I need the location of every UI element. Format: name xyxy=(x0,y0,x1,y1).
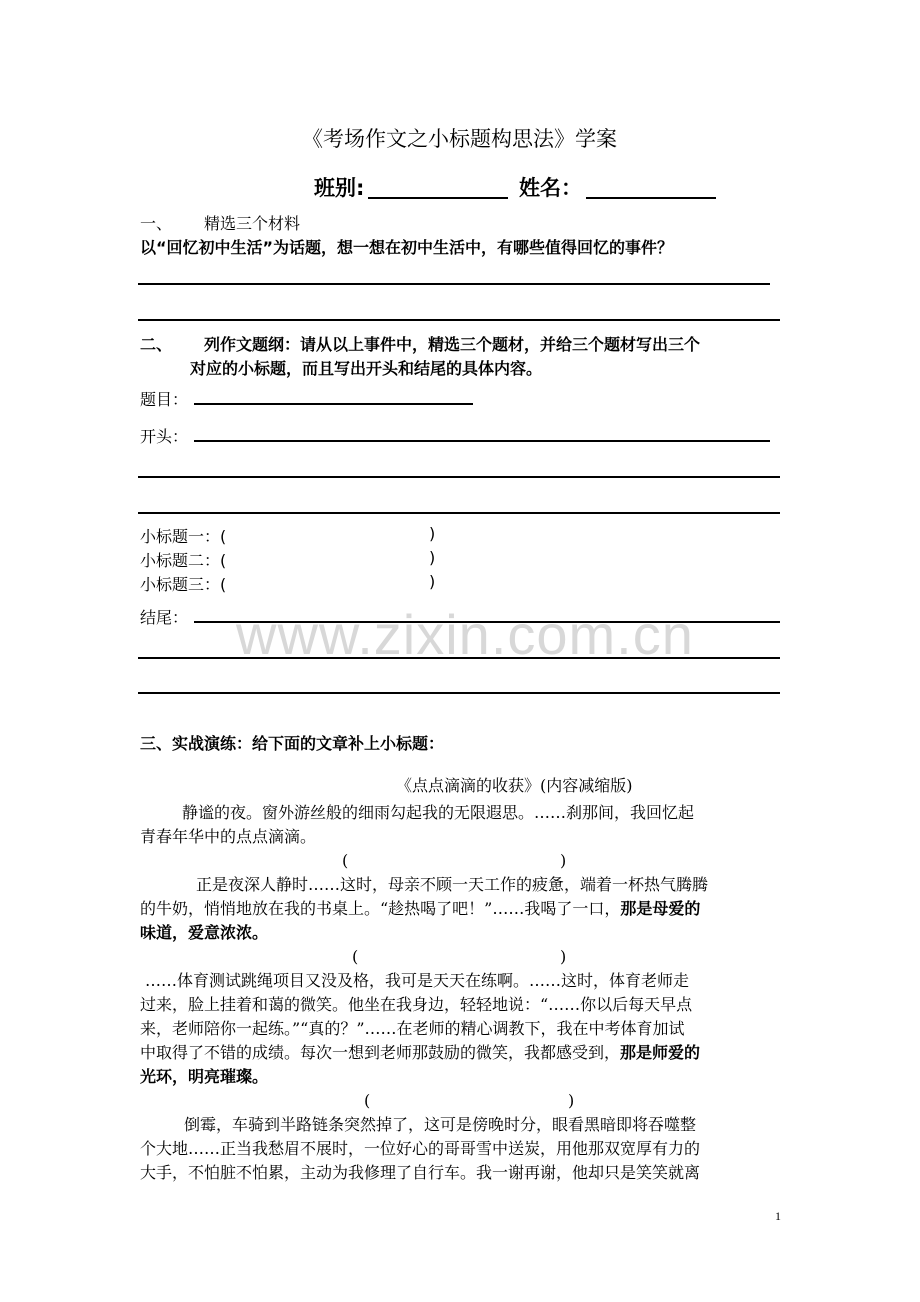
opening-label: 开头： xyxy=(140,427,189,446)
text-line: 倒霉，车骑到半路链条突然掉了，这可是傍晚时分，眼看黑暗即将吞噬整 xyxy=(184,1115,697,1134)
article-title: 《点点滴滴的收获》(内容减缩版) xyxy=(396,776,633,795)
section1-number: 一、 xyxy=(140,214,173,233)
subtitle3-close: ) xyxy=(429,572,436,591)
class-blank[interactable] xyxy=(368,197,508,199)
text-line: 来，老师陪你一起练。”“真的？”……在老师的精心调教下，我在中考体育加试 xyxy=(140,1019,685,1038)
section3-heading: 三、实战演练：给下面的文章补上小标题： xyxy=(140,734,445,753)
article-paragraph-3 xyxy=(140,969,795,1089)
text-line: ……体育测试跳绳项目又没及格，我可是天天在练啊。……这时，体育老师走 xyxy=(145,971,690,990)
subtitle1-close: ) xyxy=(429,524,436,543)
document-title: 《考场作文之小标题构思法》学案 xyxy=(302,127,617,151)
section2-line2: 对应的小标题，而且写出开头和结尾的具体内容。 xyxy=(190,359,543,378)
emphasis-text: 那是母爱的 xyxy=(620,899,701,918)
article-paragraph-4 xyxy=(140,1113,790,1185)
text-line: 青春年华中的点点滴滴。 xyxy=(140,827,317,846)
text-line xyxy=(140,1041,795,1065)
ending-label: 结尾： xyxy=(140,608,189,627)
subtitle2-close: ) xyxy=(429,548,436,567)
text-line xyxy=(140,897,790,921)
section2-number: 二、 xyxy=(140,335,173,354)
emphasis-text: 味道，爱意浓浓。 xyxy=(140,923,269,942)
answer-line[interactable] xyxy=(138,319,780,321)
section2-line1: 列作文题纲：请从以上事件中，精选三个题材，并给三个题材写出三个 xyxy=(204,335,701,354)
text-line: 大手，不怕脏不怕累，主动为我修理了自行车。我一谢再谢，他却只是笑笑就离 xyxy=(140,1163,701,1182)
opening-blank[interactable] xyxy=(194,440,770,442)
text-line: 正是夜深人静时……这时，母亲不顾一天工作的疲惫，端着一杯热气腾腾 xyxy=(196,875,709,894)
title-blank[interactable] xyxy=(194,403,473,405)
section1-prompt: 以“回忆初中生活”为话题，想一想在初中生活中，有哪些值得回忆的事件？ xyxy=(140,238,674,257)
answer-line[interactable] xyxy=(138,692,780,694)
name-blank[interactable] xyxy=(586,197,716,199)
text-line: 个大地……正当我愁眉不展时，一位好心的哥哥雪中送炭，用他那双宽厚有力的 xyxy=(140,1139,701,1158)
subtitle-slot-3-open: ( xyxy=(364,1091,371,1110)
text-line: 静谧的夜。窗外游丝般的细雨勾起我的无限遐思。……刹那间，我回忆起 xyxy=(182,803,695,822)
subtitle3-label: 小标题三：( xyxy=(140,575,227,594)
subtitle2-label: 小标题二：( xyxy=(140,551,227,570)
name-label: 姓名： xyxy=(519,176,582,200)
emphasis-text: 那是师爱的 xyxy=(620,1043,701,1062)
article-paragraph-1 xyxy=(140,801,790,849)
answer-line[interactable] xyxy=(138,476,780,478)
subtitle-slot-3-close: ) xyxy=(568,1091,575,1110)
section1-heading: 精选三个材料 xyxy=(204,214,301,233)
title-label: 题目： xyxy=(140,390,189,409)
class-label: 班别: xyxy=(314,176,365,200)
subtitle-slot-2-close: ) xyxy=(560,947,567,966)
subtitle-slot-1-open: ( xyxy=(342,851,349,870)
text-span: 的牛奶，悄悄地放在我的书桌上。“趁热喝了吧！”……我喝了一口， xyxy=(140,899,621,918)
page-number: 1 xyxy=(775,1209,781,1223)
subtitle-slot-1-close: ) xyxy=(560,851,567,870)
text-span: 中取得了不错的成绩。每次一想到老师那鼓励的微笑，我都感受到， xyxy=(140,1043,621,1062)
watermark: www.zixin.com.cn xyxy=(236,603,694,666)
answer-line[interactable] xyxy=(138,512,780,514)
subtitle-slot-2-open: ( xyxy=(352,947,359,966)
emphasis-text: 光环，明亮璀璨。 xyxy=(140,1067,269,1086)
text-line: 过来，脸上挂着和蔼的微笑。他坐在我身边，轻轻地说：“……你以后每天早点 xyxy=(140,995,693,1014)
subtitle1-label: 小标题一：( xyxy=(140,527,227,546)
answer-line[interactable] xyxy=(138,283,770,285)
article-paragraph-2 xyxy=(140,873,790,945)
